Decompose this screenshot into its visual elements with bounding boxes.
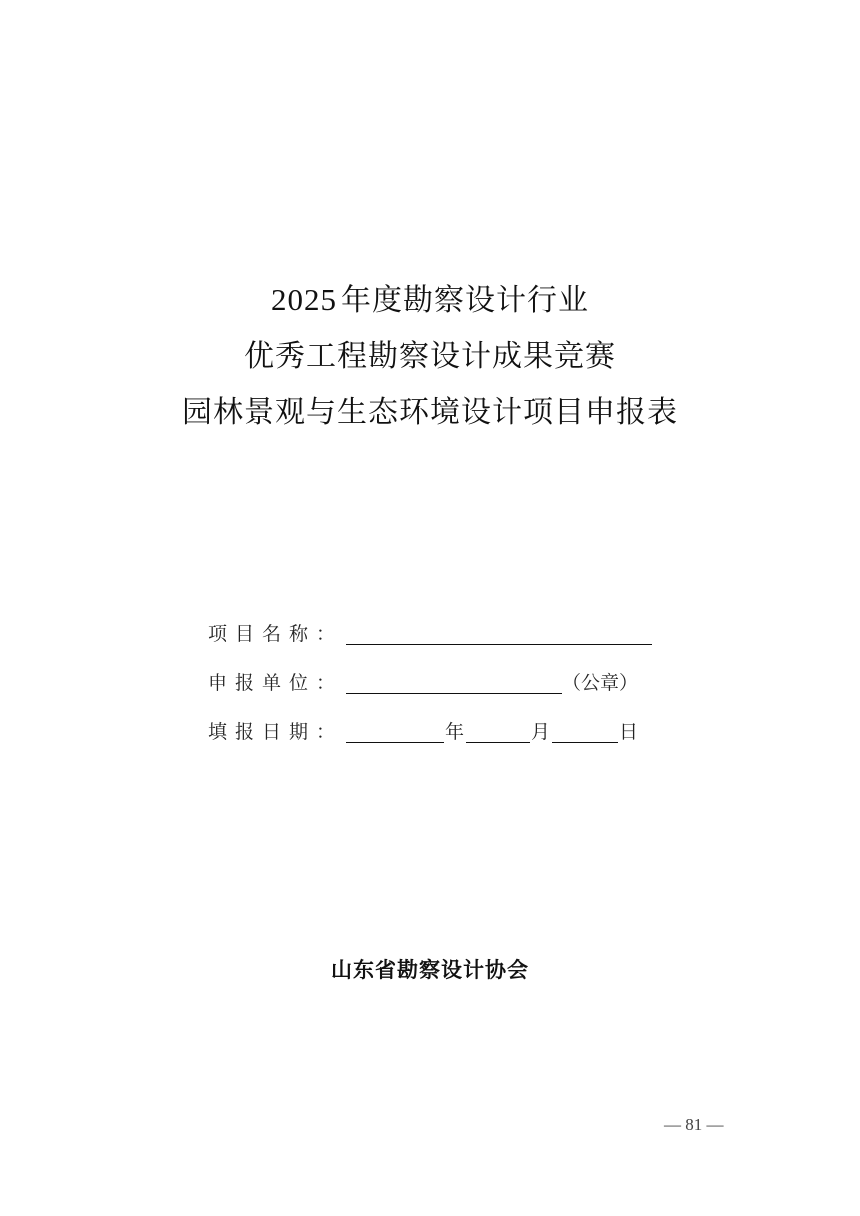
year-field[interactable] [346, 719, 444, 743]
project-name-label: 项目名称： [208, 623, 344, 645]
seal-note: （公章） [562, 672, 639, 694]
document-title [0, 272, 860, 441]
applicant-field[interactable] [346, 670, 562, 694]
page-number: — 81 — [664, 1115, 724, 1134]
title-line-3: 园林景观与生态环境设计项目申报表 [182, 395, 678, 430]
day-unit: 日 [619, 721, 639, 743]
date-label: 填报日期： [208, 721, 344, 743]
date-row [208, 715, 728, 764]
year-unit: 年 [445, 721, 465, 743]
applicant-label: 申报单位： [208, 672, 344, 694]
month-field[interactable] [466, 719, 530, 743]
applicant-row [208, 666, 728, 715]
day-field[interactable] [552, 719, 618, 743]
project-name-row [208, 617, 728, 666]
organization-name: 山东省勘察设计协会 [331, 958, 529, 982]
title-year: 2025 [271, 282, 337, 317]
title-line-2: 优秀工程勘察设计成果竞赛 [244, 339, 616, 374]
title-line-1 [0, 272, 860, 329]
project-name-field[interactable] [346, 621, 652, 645]
application-form [208, 617, 728, 764]
month-unit: 月 [531, 721, 551, 743]
title-line-1-text: 年度勘察设计行业 [341, 283, 589, 318]
